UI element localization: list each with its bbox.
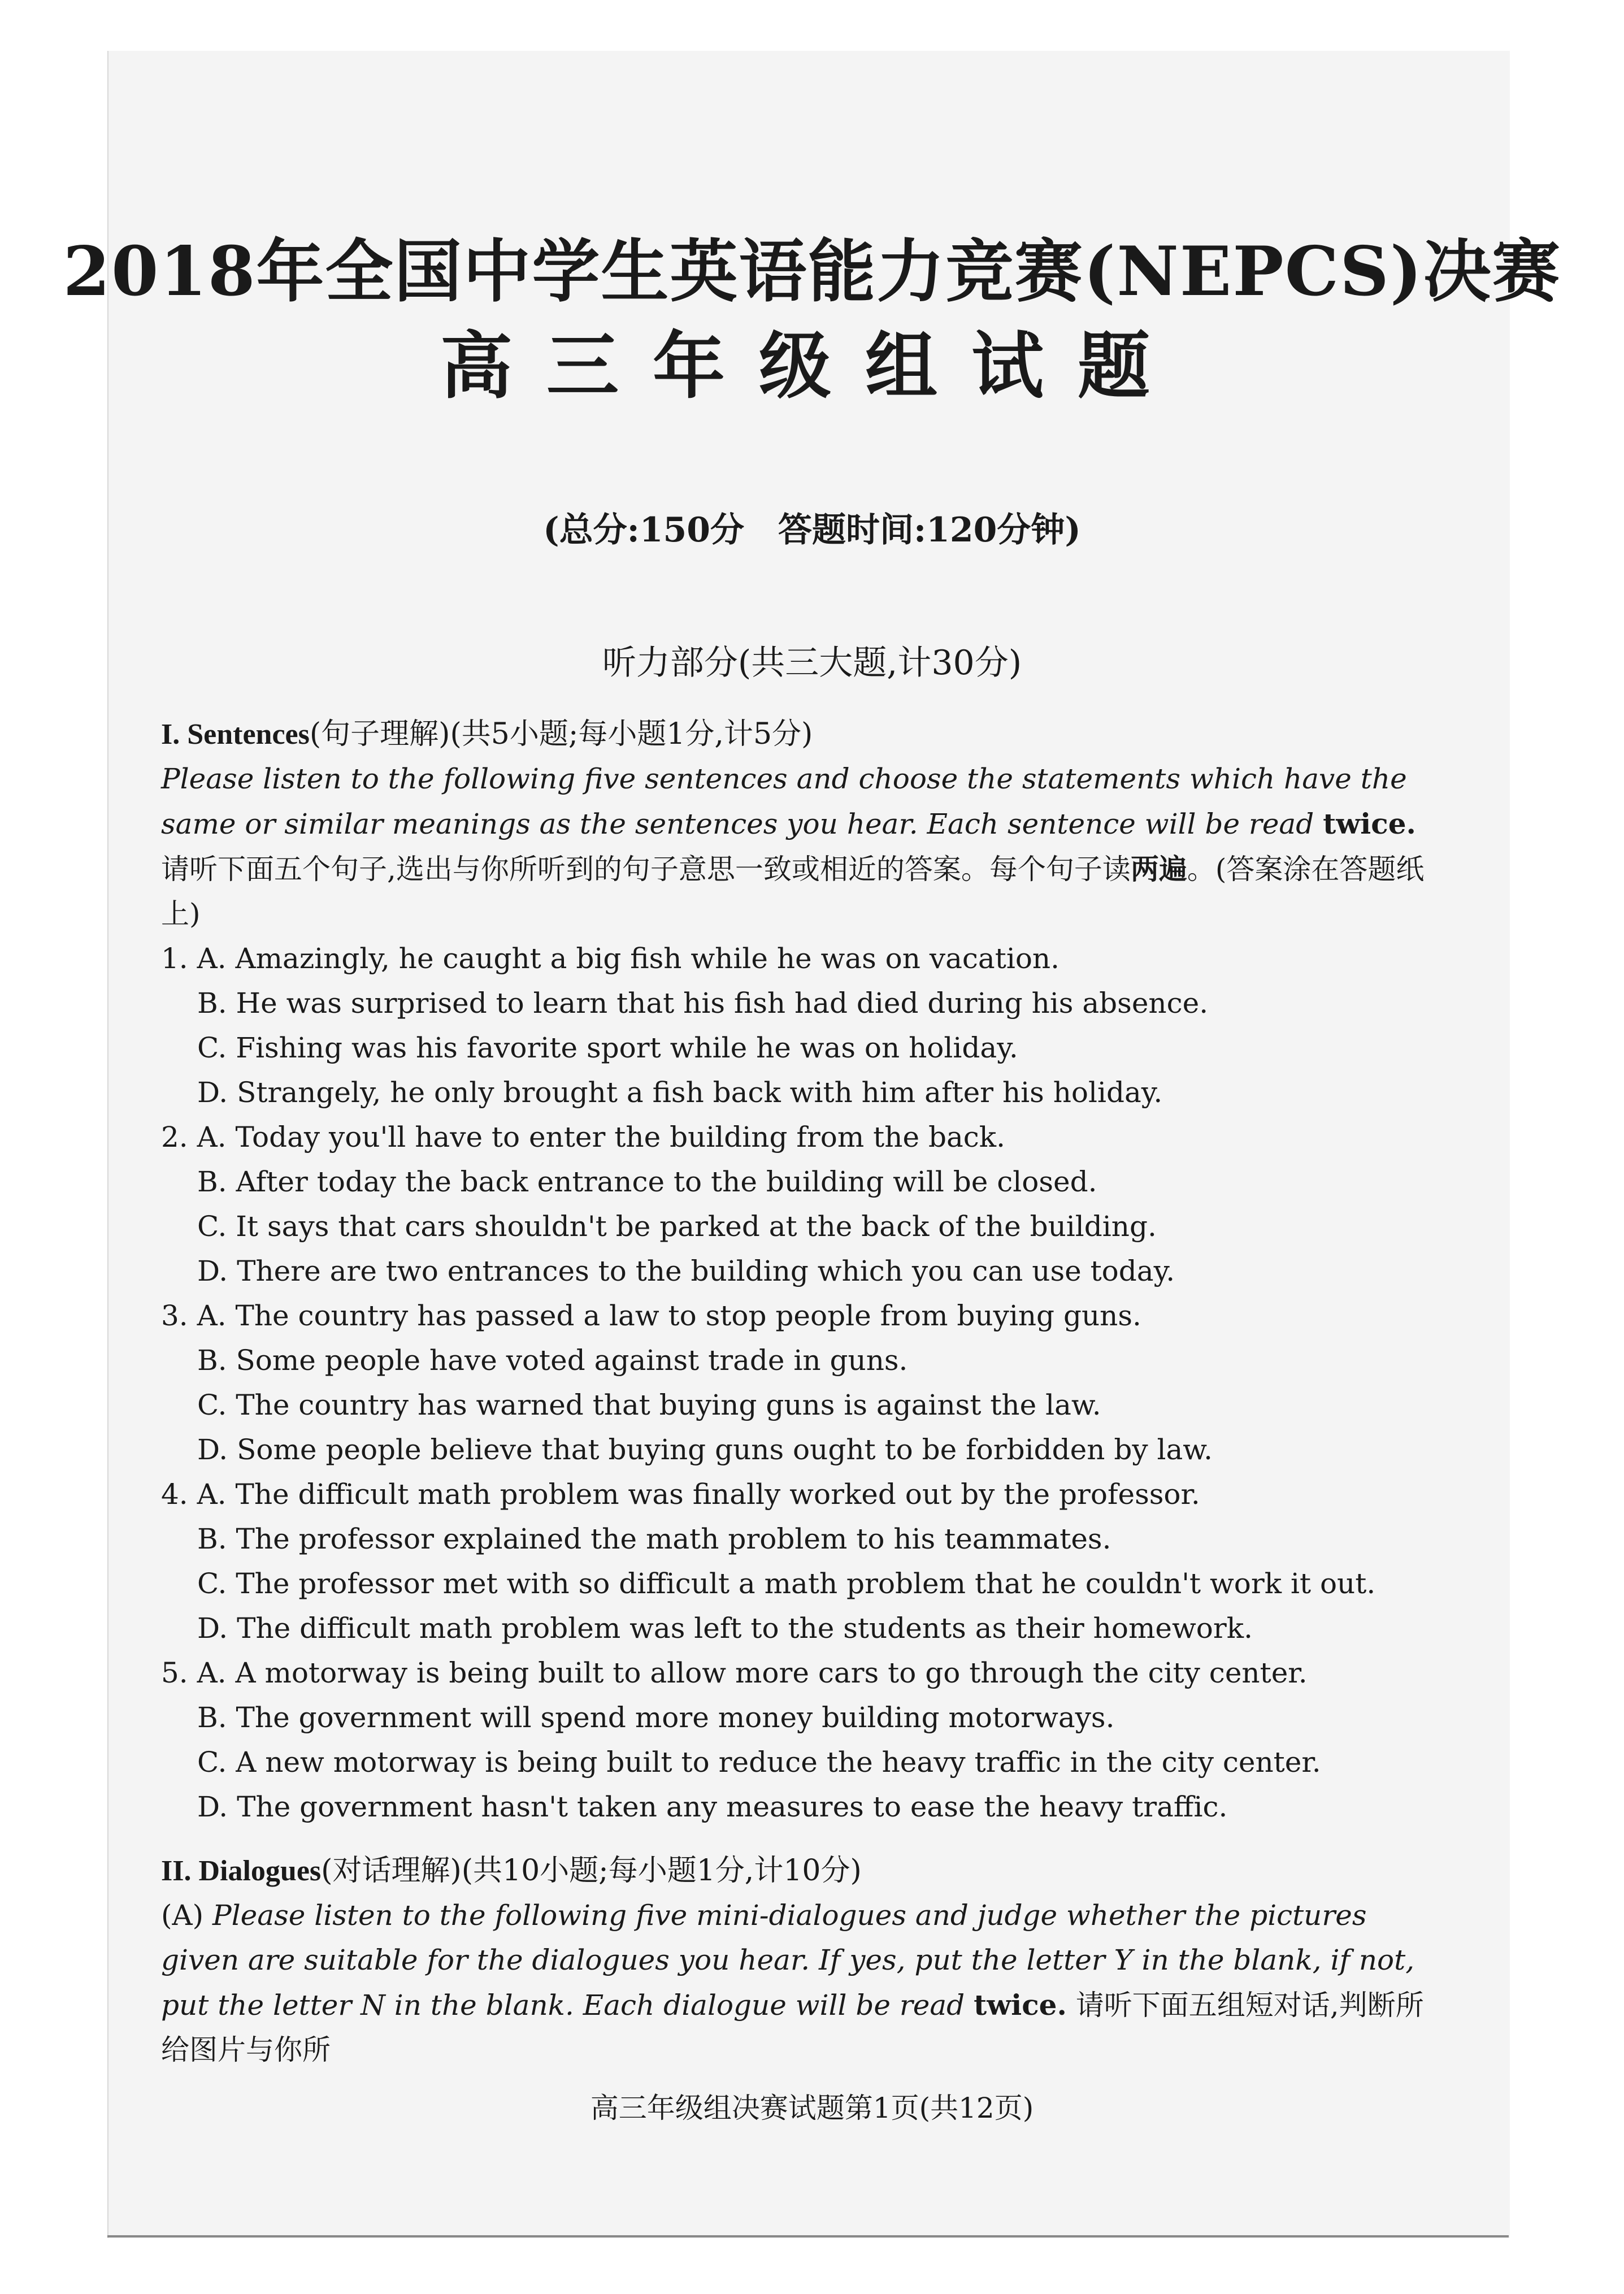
section2-instruction [161, 1893, 1435, 2072]
exam-title: 2018年全国中学生英语能力竞赛(NEPCS)决赛 [63, 232, 1561, 311]
section2-heading-en: II. Dialogues [161, 1855, 322, 1887]
exam-content [161, 712, 1435, 2072]
exam-subtitle: 高三年级组试题 [440, 324, 1184, 409]
question-3 [161, 1294, 1435, 1472]
section2-heading [161, 1849, 1435, 1893]
question-1-option-d: D. Strangely, he only brought a fish back with him after his holiday. [197, 1076, 1163, 1109]
listening-part-title: 听力部分(共三大题,计30分) [602, 643, 1022, 683]
section2-sub-a-label: (A) [161, 1899, 204, 1932]
question-1-option-a: 1. A. Amazingly, he caught a big fish while he was on vacation. [161, 942, 1060, 975]
question-5 [161, 1651, 1435, 1829]
page-footer: 高三年级组决赛试题第1页(共12页) [590, 2092, 1034, 2124]
question-2-option-b: B. After today the back entrance to the building will be closed. [197, 1165, 1097, 1198]
section2-heading-cn: (对话理解)(共10小题;每小题1分,计10分) [321, 1854, 862, 1888]
question-3-option-a: 3. A. The country has passed a law to stop people from buying guns. [161, 1299, 1141, 1332]
question-2-option-d: D. There are two entrances to the building which you can use today. [197, 1255, 1175, 1287]
question-5-option-a: 5. A. A motorway is being built to allow more cars to go through the city center. [161, 1656, 1308, 1689]
section1-heading-en: I. Sentences [161, 718, 310, 751]
question-1-option-c: C. Fishing was his favorite sport while he was on holiday. [197, 1031, 1018, 1064]
section1-instruction-twice: twice. [1323, 807, 1416, 840]
section1-instruction-cn-bold: 两遍 [1130, 852, 1187, 886]
question-4-option-d: D. The difficult math problem was left to the students as their homework. [197, 1612, 1253, 1645]
question-2 [161, 1115, 1435, 1294]
section1-instruction-cn: 请听下面五个句子,选出与你所听到的句子意思一致或相近的答案。每个句子读 [161, 853, 1131, 886]
question-2-option-c: C. It says that cars shouldn't be parked at the back of the building. [197, 1210, 1157, 1243]
section-gap [161, 1829, 1435, 1849]
section2-instruction-cn: 请听下面五组短对话,判断所给图片与你所 [161, 1989, 1424, 2066]
question-2-option-a: 2. A. Today you'll have to enter the building from the back. [161, 1121, 1005, 1153]
question-4-option-b: B. The professor explained the math problem to his teammates. [197, 1523, 1111, 1555]
section1-heading-cn: (句子理解)(共5小题;每小题1分,计5分) [309, 717, 813, 751]
section1-heading [161, 712, 1435, 757]
section1-instruction [161, 757, 1435, 936]
question-3-option-b: B. Some people have voted against trade in guns. [197, 1344, 908, 1377]
section2-instruction-en: Please listen to the following five mini-dialogues and judge whether the pictures given are suitable for the dialogues you hear. If yes, put the letter Y in the blank, if not, put the letter N in the blank. Each dialogue will be read [161, 1899, 1415, 2022]
question-4 [161, 1472, 1435, 1651]
section2-instruction-twice: twice. [974, 1988, 1067, 2022]
page-bottom-rule [107, 2235, 1509, 2237]
exam-score-time: (总分:150分 答题时间:120分钟) [543, 510, 1081, 550]
question-5-option-c: C. A new motorway is being built to reduce the heavy traffic in the city center. [197, 1746, 1321, 1779]
section1-instruction-cn-end: 。(答案涂在答题纸上) [161, 853, 1425, 930]
question-3-option-d: D. Some people believe that buying guns ought to be forbidden by law. [197, 1433, 1213, 1466]
question-5-option-d: D. The government hasn't taken any measures to ease the heavy traffic. [197, 1790, 1228, 1823]
question-1 [161, 936, 1435, 1115]
question-4-option-a: 4. A. The difficult math problem was finally worked out by the professor. [161, 1478, 1200, 1511]
section1-instruction-en: Please listen to the following five sentences and choose the statements which have the same or similar meanings as the sentences you hear. Each sentence will be read [161, 762, 1407, 840]
question-3-option-c: C. The country has warned that buying guns is against the law. [197, 1389, 1101, 1421]
question-4-option-c: C. The professor met with so difficult a math problem that he couldn't work it out. [197, 1567, 1376, 1600]
question-1-option-b: B. He was surprised to learn that his fish had died during his absence. [197, 987, 1209, 1020]
question-5-option-b: B. The government will spend more money building motorways. [197, 1701, 1115, 1734]
